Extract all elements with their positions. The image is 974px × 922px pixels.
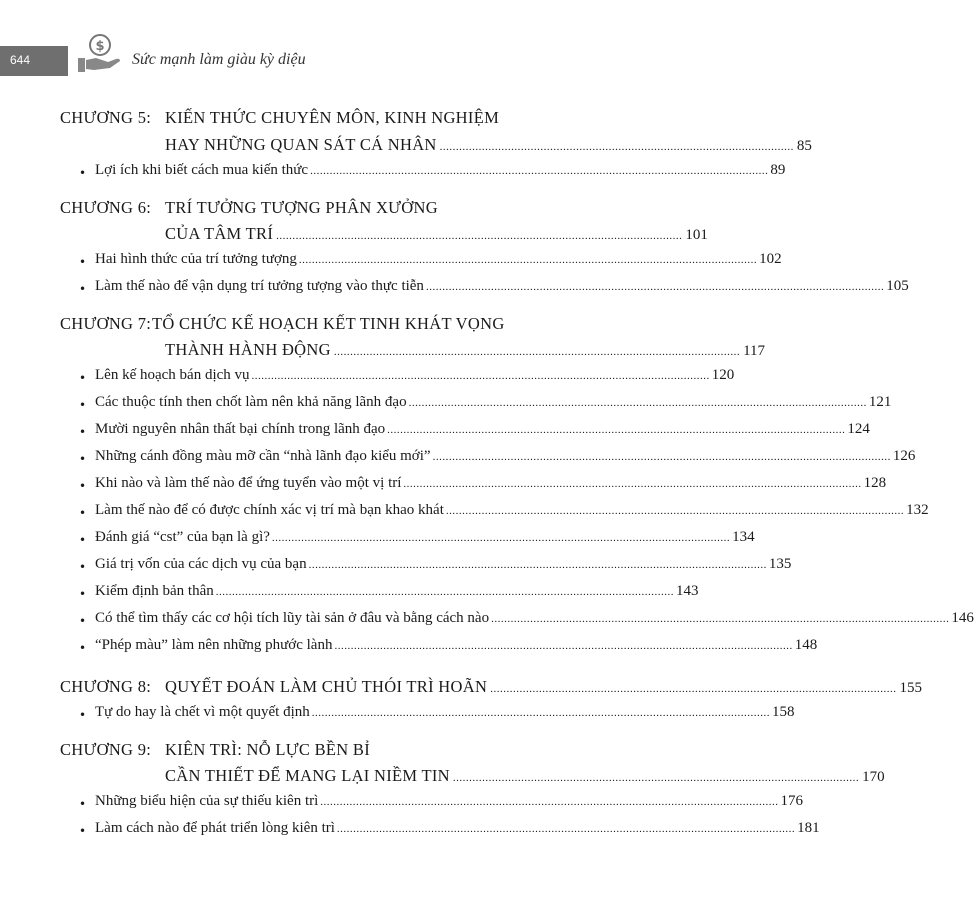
chapter-heading	[0, 740, 612, 762]
toc-entry[interactable]	[95, 448, 916, 470]
chapter-title-entry[interactable]	[165, 135, 812, 157]
chapter-title: TRÍ TƯỞNG TƯỢNG PHÂN XƯỞNG	[165, 198, 438, 217]
toc-entry[interactable]	[95, 367, 735, 389]
chapter-title: HAY NHỮNG QUAN SÁT CÁ NHÂN	[165, 135, 437, 154]
dot-leader: .............................................................................................................................................	[425, 281, 885, 293]
dot-leader: .............................................................................................................................	[333, 346, 741, 358]
hand-money-icon	[74, 32, 130, 76]
entry-title: Khi nào và làm thế nào để ứng tuyển vào một vị trí	[95, 475, 402, 491]
page-ref: 105	[886, 278, 909, 294]
page-ref: 135	[768, 556, 792, 572]
chapter-number: CHƯƠNG 5:	[60, 108, 152, 127]
dot-leader: .............................................................................................................................	[276, 230, 683, 242]
page-ref: 158	[772, 704, 795, 720]
page-ref: 176	[780, 793, 804, 809]
bullet-icon: •	[79, 398, 87, 412]
dot-leader: .............................................................................................................................................	[311, 707, 771, 719]
chapter-heading	[0, 108, 612, 130]
bullet-icon: •	[79, 708, 87, 722]
page-ref: 132	[906, 502, 929, 518]
dot-leader: .............................................................................................................................................	[336, 823, 796, 835]
toc-entry[interactable]	[95, 637, 818, 659]
chapter-title-entry[interactable]	[165, 766, 885, 788]
dot-leader: .............................................................................................................................................	[408, 397, 867, 409]
page-ref: 126	[892, 448, 916, 464]
chapter-title: QUYẾT ĐOÁN LÀM CHỦ THÓI TRÌ HOÃN	[165, 677, 488, 696]
page-ref: 85	[796, 138, 812, 154]
page-ref: 102	[759, 251, 782, 267]
dot-leader: .............................................................................................................................................	[320, 796, 779, 808]
bullet-icon: •	[79, 641, 87, 655]
dot-leader: .............................................................................................................................................	[334, 640, 793, 652]
page-ref: 117	[743, 343, 766, 359]
bullet-icon: •	[79, 824, 87, 838]
entry-title: Tự do hay là chết vì một quyết định	[95, 704, 310, 720]
chapter-number: CHƯƠNG 6:	[60, 198, 152, 217]
page-ref: 121	[868, 394, 892, 410]
dot-leader: .............................................................................................................................	[490, 683, 897, 695]
toc-entry[interactable]	[95, 394, 892, 416]
toc-entry[interactable]	[95, 475, 887, 497]
dot-leader: .............................................................................................................................................	[432, 451, 891, 463]
bullet-icon: •	[79, 371, 87, 385]
entry-title: Làm thế nào để vận dụng trí tưởng tượng vào thực tiễn	[95, 278, 424, 294]
entry-title: Kiểm định bản thân	[95, 583, 214, 599]
bullet-icon: •	[79, 282, 87, 296]
chapter-title-entry[interactable]	[165, 224, 708, 246]
entry-title: Lên kế hoạch bán dịch vụ	[95, 367, 250, 383]
chapter-title: KIẾN THỨC CHUYÊN MÔN, KINH NGHIỆM	[165, 108, 500, 127]
page-number: 644	[10, 53, 31, 67]
toc-entry[interactable]	[95, 556, 792, 578]
chapter-title: CỦA TÂM TRÍ	[165, 224, 274, 243]
toc-entry[interactable]	[95, 610, 974, 632]
entry-title: Những biểu hiện của sự thiếu kiên trì	[95, 793, 319, 809]
bullet-icon: •	[79, 479, 87, 493]
bullet-icon: •	[79, 255, 87, 269]
dot-leader: .............................................................................................................................................	[251, 370, 710, 382]
bullet-icon: •	[79, 587, 87, 601]
page-ref: 124	[847, 421, 870, 437]
entry-title: Những cánh đồng màu mỡ cần “nhà lãnh đạo kiểu mới”	[95, 448, 431, 464]
bullet-icon: •	[79, 506, 87, 520]
bullet-icon: •	[79, 560, 87, 574]
chapter-number: CHƯƠNG 9:	[60, 740, 152, 759]
bullet-icon: •	[79, 452, 87, 466]
running-title: Sức mạnh làm giàu kỳ diệu	[132, 51, 306, 68]
page-ref: 181	[797, 820, 820, 836]
page-ref: 134	[732, 529, 755, 545]
page-ref: 128	[863, 475, 887, 491]
entry-title: Các thuộc tính then chốt làm nên khả năng lãnh đạo	[95, 394, 407, 410]
entry-title: Hai hình thức của trí tưởng tượng	[95, 251, 297, 267]
toc-entry[interactable]	[95, 793, 804, 815]
page-number-tab	[0, 46, 68, 76]
page-ref: 143	[675, 583, 699, 599]
dot-leader: .............................................................................................................................................	[310, 165, 769, 177]
page-ref: 146	[951, 610, 974, 626]
entry-title: Mười nguyên nhân thất bại chính trong lãnh đạo	[95, 421, 386, 437]
page-ref: 155	[899, 680, 922, 696]
page-ref: 170	[862, 769, 885, 785]
bullet-icon: •	[79, 533, 87, 547]
dot-leader: .............................................................................................................................................	[403, 478, 862, 490]
dot-leader: .............................................................................................................................................	[298, 254, 758, 266]
chapter-number: CHƯƠNG 7:	[60, 314, 152, 333]
entry-title: Làm cách nào để phát triển lòng kiên trì	[95, 820, 335, 836]
toc-entry[interactable]	[95, 529, 755, 551]
page-ref: 148	[794, 637, 818, 653]
bullet-icon: •	[79, 166, 87, 180]
page-ref: 120	[711, 367, 735, 383]
chapter-heading	[0, 198, 612, 220]
dot-leader: .............................................................................................................................................	[491, 613, 950, 625]
toc-entry[interactable]	[95, 704, 795, 726]
dot-leader: .............................................................................................................................................	[215, 586, 674, 598]
dot-leader: .............................................................................................................................................	[445, 505, 905, 517]
toc-entry[interactable]	[95, 502, 929, 524]
chapter-title: THÀNH HÀNH ĐỘNG	[165, 340, 331, 359]
chapter-heading	[0, 314, 612, 336]
toc-entry[interactable]	[95, 583, 699, 605]
svg-text:$: $	[95, 39, 105, 54]
entry-title: Có thể tìm thấy các cơ hội tích lũy tài sản ở đâu và bằng cách nào	[95, 610, 490, 626]
bullet-icon: •	[79, 614, 87, 628]
dot-leader: .............................................................................................................................................	[308, 559, 767, 571]
toc-entry[interactable]	[95, 251, 782, 273]
chapter-title: TỔ CHỨC KẾ HOẠCH KẾT TINH KHÁT VỌNG	[152, 314, 505, 333]
entry-title: Lợi ích khi biết cách mua kiến thức	[95, 162, 309, 178]
dot-leader: .............................................................................................................................................	[271, 532, 731, 544]
chapter-title: KIÊN TRÌ: NỖ LỰC BỀN BỈ	[165, 740, 371, 759]
entry-title: Giá trị vốn của các dịch vụ của bạn	[95, 556, 307, 572]
entry-title: Làm thế nào để có được chính xác vị trí mà bạn khao khát	[95, 502, 444, 518]
entry-title: Đánh giá “cst” của bạn là gì?	[95, 529, 270, 545]
toc-entry[interactable]	[95, 820, 820, 842]
dot-leader: .............................................................................................................	[439, 141, 794, 153]
toc-entry[interactable]	[95, 421, 870, 443]
entry-title: “Phép màu” làm nên những phước lành	[95, 637, 333, 653]
dot-leader: .............................................................................................................................	[452, 772, 860, 784]
chapter-title-entry[interactable]	[165, 677, 922, 699]
bullet-icon: •	[79, 425, 87, 439]
chapter-number: CHƯƠNG 8:	[60, 677, 152, 696]
toc-entry[interactable]	[95, 278, 909, 300]
chapter-title: CẦN THIẾT ĐỂ MANG LẠI NIỀM TIN	[165, 766, 450, 785]
toc-entry[interactable]	[95, 162, 786, 184]
dot-leader: .............................................................................................................................................	[387, 424, 846, 436]
running-header	[0, 39, 612, 76]
page-ref: 89	[770, 162, 786, 178]
page-ref: 101	[685, 227, 708, 243]
bullet-icon: •	[79, 797, 87, 811]
chapter-title-entry[interactable]	[165, 340, 766, 362]
